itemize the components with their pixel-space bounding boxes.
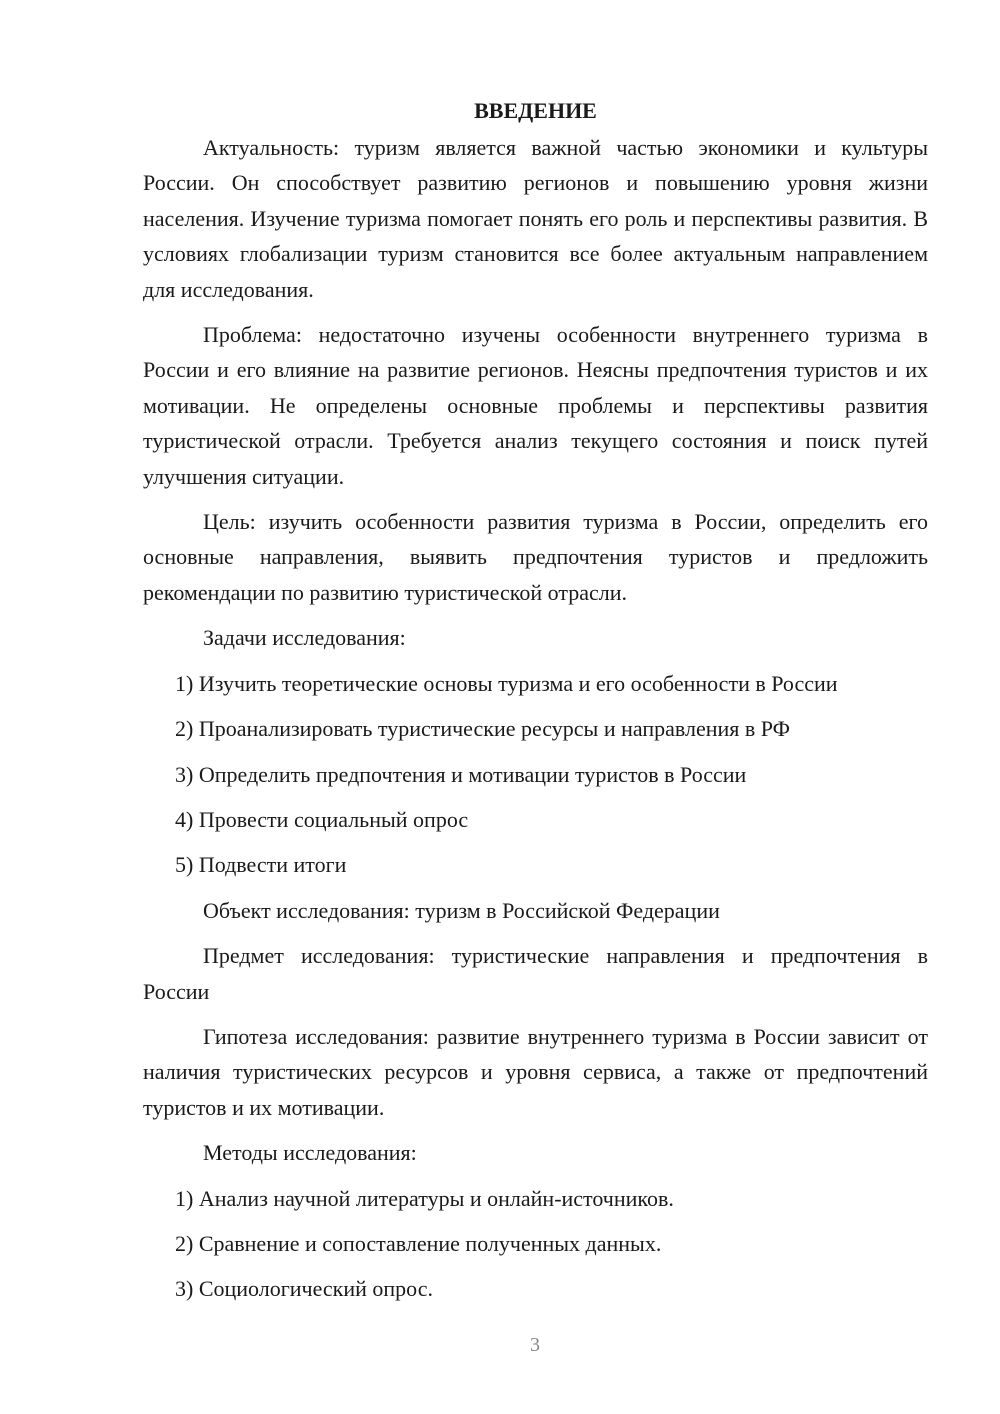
task-item: 1) Изучить теоретические основы туризма и его особенности в России bbox=[175, 670, 838, 696]
method-item: 3) Социологический опрос. bbox=[175, 1276, 433, 1302]
relevance-paragraph: Актуальность: туризм является важной частью экономики и культуры России. Он способствует развитию регионов и повышению уровня жизни населения. Изучение туризма помогает понять его роль и перспективы развития. В условиях глобализации туризм становится все более актуальным направлением для исследования. bbox=[143, 135, 928, 302]
tasks-label: Задачи исследования: bbox=[203, 625, 406, 651]
method-item: 2) Сравнение и сопоставление полученных данных. bbox=[175, 1230, 662, 1256]
methods-list bbox=[143, 1181, 928, 1307]
problem-paragraph: Проблема: недостаточно изучены особенности внутреннего туризма в России и его влияние на развитие регионов. Неясны предпочтения туристов и их мотивации. Не определены основные проблемы и перспективы развития туристической отрасли. Требуется анализ текущего состояния и поиск путей улучшения ситуации. bbox=[143, 322, 928, 489]
object-paragraph: Объект исследования: туризм в Российской Федерации bbox=[203, 897, 720, 923]
methods-label: Методы исследования: bbox=[203, 1140, 417, 1166]
page-title: ВВЕДЕНИЕ bbox=[474, 98, 597, 123]
document-page bbox=[143, 96, 928, 1317]
tasks-list bbox=[143, 666, 928, 883]
task-item: 5) Подвести итоги bbox=[175, 852, 347, 878]
task-item: 4) Провести социальный опрос bbox=[175, 806, 469, 832]
hypothesis-paragraph: Гипотеза исследования: развитие внутреннего туризма в России зависит от наличия туристических ресурсов и уровня сервиса, а также от предпочтений туристов и их мотивации. bbox=[143, 1023, 928, 1120]
subject-paragraph: Предмет исследования: туристические направления и предпочтения в России bbox=[143, 943, 928, 1004]
task-item: 2) Проанализировать туристические ресурсы и направления в РФ bbox=[175, 716, 791, 742]
page-number: 3 bbox=[530, 1334, 540, 1356]
task-item: 3) Определить предпочтения и мотивации туристов в России bbox=[175, 761, 747, 787]
goal-paragraph: Цель: изучить особенности развития туризма в России, определить его основные направления, выявить предпочтения туристов и предложить рекомендации по развитию туристической отрасли. bbox=[143, 509, 928, 605]
method-item: 1) Анализ научной литературы и онлайн-источников. bbox=[175, 1185, 674, 1211]
